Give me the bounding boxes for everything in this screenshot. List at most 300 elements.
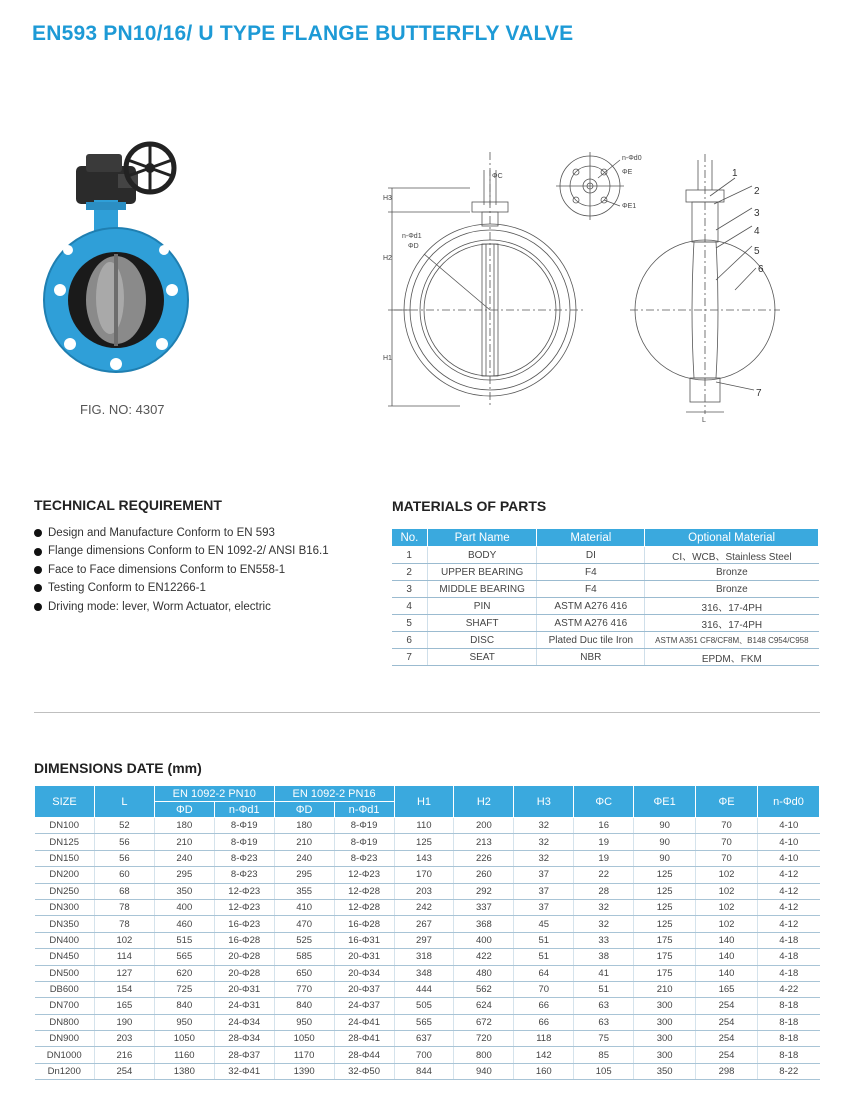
cell-h2: 400 <box>454 932 514 948</box>
col-no: No. <box>392 529 428 547</box>
cell-phi-e1: 90 <box>634 818 696 834</box>
cell-pn10-phi-d: 1380 <box>154 1063 214 1079</box>
cell-phi-c: 38 <box>574 949 634 965</box>
col-l: L <box>94 786 154 818</box>
cell-pn16-n-phi-d1: 20-Φ34 <box>334 965 394 981</box>
dimensions-row <box>35 965 820 981</box>
cell-pn10-phi-d: 565 <box>154 949 214 965</box>
cell-phi-c: 63 <box>574 998 634 1014</box>
cell-size: DN400 <box>35 932 95 948</box>
callout-7: 7 <box>756 388 762 399</box>
cell-pn16-n-phi-d1: 24-Φ41 <box>334 1014 394 1030</box>
cell-pn16-n-phi-d1: 12-Φ28 <box>334 883 394 899</box>
cell-h1: 242 <box>394 899 454 915</box>
cell-size: DN900 <box>35 1031 95 1047</box>
dimensions-row <box>35 998 820 1014</box>
cell-h1: 297 <box>394 932 454 948</box>
cell-h3: 66 <box>514 998 574 1014</box>
label-phi-e1: ΦE1 <box>622 203 637 210</box>
cell-l: 60 <box>94 867 154 883</box>
technical-drawing <box>380 150 800 425</box>
cell-no: 6 <box>392 632 428 649</box>
cell-phi-e1: 125 <box>634 867 696 883</box>
cell-pn10-n-phi-d1: 24-Φ31 <box>214 998 274 1014</box>
cell-pn16-phi-d: 240 <box>274 850 334 866</box>
cell-size: DN200 <box>35 867 95 883</box>
cell-pn16-phi-d: 1050 <box>274 1031 334 1047</box>
cell-pn10-n-phi-d1: 16-Φ28 <box>214 932 274 948</box>
cell-h3: 32 <box>514 834 574 850</box>
materials-table <box>391 528 819 666</box>
cell-h2: 940 <box>454 1063 514 1079</box>
materials-row <box>392 598 819 615</box>
dimensions-row <box>35 916 820 932</box>
cell-l: 127 <box>94 965 154 981</box>
cell-no: 3 <box>392 581 428 598</box>
cell-n-phi-d0: 4-10 <box>757 834 819 850</box>
materials-header-row <box>392 529 819 547</box>
cell-material: ASTM A276 416 <box>537 615 645 632</box>
cell-size: DN125 <box>35 834 95 850</box>
bullet-icon <box>34 603 42 611</box>
cell-h3: 45 <box>514 916 574 932</box>
cell-phi-e1: 175 <box>634 949 696 965</box>
label-n-phi-d1: n-Φd1 <box>402 233 422 240</box>
col-h1: H1 <box>394 786 454 818</box>
callout-4: 4 <box>754 226 760 237</box>
cell-pn10-n-phi-d1: 12-Φ23 <box>214 899 274 915</box>
col-phi-e1: ΦE1 <box>634 786 696 818</box>
dimensions-row <box>35 1014 820 1030</box>
cell-phi-e: 254 <box>696 1031 758 1047</box>
cell-h1: 267 <box>394 916 454 932</box>
cell-pn16-n-phi-d1: 28-Φ41 <box>334 1031 394 1047</box>
cell-pn16-phi-d: 210 <box>274 834 334 850</box>
cell-l: 78 <box>94 899 154 915</box>
cell-part-name: UPPER BEARING <box>427 564 537 581</box>
dimensions-row <box>35 883 820 899</box>
cell-phi-e: 102 <box>696 883 758 899</box>
cell-h3: 32 <box>514 850 574 866</box>
col-n-phi-d0: n-Φd0 <box>757 786 819 818</box>
cell-pn16-phi-d: 355 <box>274 883 334 899</box>
cell-phi-c: 19 <box>574 850 634 866</box>
cell-phi-e1: 210 <box>634 981 696 997</box>
cell-n-phi-d0: 4-22 <box>757 981 819 997</box>
cell-phi-c: 63 <box>574 1014 634 1030</box>
cell-h1: 125 <box>394 834 454 850</box>
cell-pn10-phi-d: 295 <box>154 867 214 883</box>
bullet-icon <box>34 529 42 537</box>
cell-h2: 200 <box>454 818 514 834</box>
cell-part-name: SHAFT <box>427 615 537 632</box>
cell-material: ASTM A276 416 <box>537 598 645 615</box>
cell-pn16-n-phi-d1: 12-Φ23 <box>334 867 394 883</box>
cell-n-phi-d0: 4-18 <box>757 932 819 948</box>
cell-size: DN450 <box>35 949 95 965</box>
label-l: L <box>702 417 706 424</box>
cell-n-phi-d0: 4-12 <box>757 916 819 932</box>
cell-pn16-phi-d: 1170 <box>274 1047 334 1063</box>
cell-h1: 143 <box>394 850 454 866</box>
cell-pn16-n-phi-d1: 24-Φ37 <box>334 998 394 1014</box>
list-item-text: Design and Manufacture Conform to EN 593 <box>48 527 275 539</box>
cell-n-phi-d0: 4-18 <box>757 965 819 981</box>
cell-phi-e1: 125 <box>634 883 696 899</box>
cell-pn10-n-phi-d1: 28-Φ34 <box>214 1031 274 1047</box>
cell-part-name: DISC <box>427 632 537 649</box>
cell-pn10-n-phi-d1: 20-Φ28 <box>214 965 274 981</box>
cell-phi-e: 102 <box>696 867 758 883</box>
cell-size: DB600 <box>35 981 95 997</box>
list-item <box>34 524 329 542</box>
cell-h3: 37 <box>514 883 574 899</box>
cell-pn16-n-phi-d1: 32-Φ50 <box>334 1063 394 1079</box>
cell-part-name: PIN <box>427 598 537 615</box>
cell-pn16-n-phi-d1: 20-Φ37 <box>334 981 394 997</box>
cell-pn16-phi-d: 1390 <box>274 1063 334 1079</box>
cell-phi-e: 70 <box>696 834 758 850</box>
cell-pn16-phi-d: 295 <box>274 867 334 883</box>
col-part-name: Part Name <box>427 529 537 547</box>
dimensions-row <box>35 1047 820 1063</box>
cell-h2: 562 <box>454 981 514 997</box>
cell-phi-c: 33 <box>574 932 634 948</box>
list-item-text: Face to Face dimensions Conform to EN558-1 <box>48 563 286 576</box>
dimensions-row <box>35 834 820 850</box>
cell-h2: 368 <box>454 916 514 932</box>
dimensions-row <box>35 818 820 834</box>
list-item-text: Testing Conform to EN12266-1 <box>48 582 206 595</box>
cell-h1: 844 <box>394 1063 454 1079</box>
cell-l: 68 <box>94 883 154 899</box>
materials-row <box>392 581 819 598</box>
cell-pn16-n-phi-d1: 20-Φ31 <box>334 949 394 965</box>
list-item <box>34 561 329 579</box>
materials-row <box>392 649 819 666</box>
list-item-text: Flange dimensions Conform to EN 1092-2/ ANSI B16.1 <box>48 545 329 558</box>
cell-part-name: MIDDLE BEARING <box>427 581 537 598</box>
materials-row <box>392 632 819 649</box>
cell-optional-material: 316、17-4PH <box>645 615 819 632</box>
cell-h1: 318 <box>394 949 454 965</box>
cell-h2: 226 <box>454 850 514 866</box>
cell-optional-material: ASTM A351 CF8/CF8M、B148 C954/C958 <box>645 632 819 649</box>
cell-l: 165 <box>94 998 154 1014</box>
cell-pn16-phi-d: 585 <box>274 949 334 965</box>
cell-pn10-phi-d: 1160 <box>154 1047 214 1063</box>
label-phi-c: ΦC <box>492 173 503 180</box>
cell-pn10-n-phi-d1: 8-Φ23 <box>214 850 274 866</box>
col-phi-e: ΦE <box>696 786 758 818</box>
cell-h1: 110 <box>394 818 454 834</box>
dimensions-table <box>34 785 820 1080</box>
cell-pn16-phi-d: 525 <box>274 932 334 948</box>
cell-phi-c: 32 <box>574 899 634 915</box>
technical-requirement-heading: TECHNICAL REQUIREMENT <box>34 497 222 513</box>
dimensions-row <box>35 949 820 965</box>
cell-no: 1 <box>392 547 428 564</box>
cell-phi-e1: 300 <box>634 998 696 1014</box>
bullet-icon <box>34 584 42 592</box>
callout-5: 5 <box>754 246 760 257</box>
cell-pn10-n-phi-d1: 20-Φ31 <box>214 981 274 997</box>
cell-pn16-n-phi-d1: 8-Φ19 <box>334 818 394 834</box>
col-pn16-n-phi-d1: n-Φd1 <box>334 802 394 818</box>
cell-pn10-phi-d: 400 <box>154 899 214 915</box>
cell-pn10-phi-d: 350 <box>154 883 214 899</box>
cell-phi-e: 70 <box>696 850 758 866</box>
cell-size: DN100 <box>35 818 95 834</box>
materials-row <box>392 564 819 581</box>
cell-phi-e: 165 <box>696 981 758 997</box>
cell-phi-e1: 300 <box>634 1031 696 1047</box>
cell-pn10-phi-d: 950 <box>154 1014 214 1030</box>
dimensions-row <box>35 1031 820 1047</box>
cell-pn16-n-phi-d1: 16-Φ31 <box>334 932 394 948</box>
cell-l: 78 <box>94 916 154 932</box>
cell-phi-e1: 90 <box>634 834 696 850</box>
cell-no: 4 <box>392 598 428 615</box>
dimensions-row <box>35 932 820 948</box>
cell-no: 7 <box>392 649 428 666</box>
cell-n-phi-d0: 8-18 <box>757 1047 819 1063</box>
cell-h1: 203 <box>394 883 454 899</box>
cell-size: DN250 <box>35 883 95 899</box>
cell-material: F4 <box>537 564 645 581</box>
valve-photo <box>38 130 208 400</box>
cell-pn16-phi-d: 410 <box>274 899 334 915</box>
col-pn10-n-phi-d1: n-Φd1 <box>214 802 274 818</box>
cell-size: DN300 <box>35 899 95 915</box>
cell-pn10-n-phi-d1: 8-Φ23 <box>214 867 274 883</box>
cell-pn16-n-phi-d1: 12-Φ28 <box>334 899 394 915</box>
list-item <box>34 598 329 616</box>
col-phi-c: ΦC <box>574 786 634 818</box>
cell-h2: 672 <box>454 1014 514 1030</box>
cell-h1: 348 <box>394 965 454 981</box>
cell-optional-material: Bronze <box>645 581 819 598</box>
cell-pn10-phi-d: 515 <box>154 932 214 948</box>
cell-h3: 160 <box>514 1063 574 1079</box>
dimensions-heading: DIMENSIONS DATE (mm) <box>34 760 202 776</box>
cell-phi-e: 102 <box>696 899 758 915</box>
dimensions-header-row-1 <box>35 786 820 802</box>
dimensions-row <box>35 867 820 883</box>
list-item <box>34 579 329 597</box>
cell-phi-e1: 300 <box>634 1014 696 1030</box>
cell-phi-c: 22 <box>574 867 634 883</box>
top-flange-view <box>556 152 624 220</box>
callout-2: 2 <box>754 186 760 197</box>
cell-phi-c: 85 <box>574 1047 634 1063</box>
col-pn16-phi-d: ΦD <box>274 802 334 818</box>
bullet-icon <box>34 566 42 574</box>
cell-phi-c: 51 <box>574 981 634 997</box>
cell-phi-c: 41 <box>574 965 634 981</box>
cell-l: 216 <box>94 1047 154 1063</box>
cell-material: NBR <box>537 649 645 666</box>
cell-phi-e: 140 <box>696 965 758 981</box>
label-h3: H3 <box>383 195 392 202</box>
cell-phi-c: 32 <box>574 916 634 932</box>
col-h3: H3 <box>514 786 574 818</box>
cell-phi-c: 19 <box>574 834 634 850</box>
cell-phi-c: 105 <box>574 1063 634 1079</box>
cell-pn10-phi-d: 620 <box>154 965 214 981</box>
cell-material: Plated Duc tile Iron <box>537 632 645 649</box>
cell-size: DN800 <box>35 1014 95 1030</box>
cell-h3: 118 <box>514 1031 574 1047</box>
valve-body <box>44 228 188 372</box>
cell-h1: 565 <box>394 1014 454 1030</box>
cell-pn10-phi-d: 725 <box>154 981 214 997</box>
cell-pn10-phi-d: 240 <box>154 850 214 866</box>
front-view <box>388 152 586 406</box>
cell-material: DI <box>537 547 645 564</box>
cell-h1: 444 <box>394 981 454 997</box>
cell-pn10-n-phi-d1: 32-Φ41 <box>214 1063 274 1079</box>
cell-phi-e: 298 <box>696 1063 758 1079</box>
cell-h2: 624 <box>454 998 514 1014</box>
cell-no: 2 <box>392 564 428 581</box>
cell-n-phi-d0: 4-12 <box>757 867 819 883</box>
cell-size: DN500 <box>35 965 95 981</box>
cell-h2: 720 <box>454 1031 514 1047</box>
cell-pn10-phi-d: 460 <box>154 916 214 932</box>
label-phi-d: ΦD <box>408 243 419 250</box>
callout-3: 3 <box>754 208 760 219</box>
cell-h2: 422 <box>454 949 514 965</box>
col-material: Material <box>537 529 645 547</box>
cell-pn10-phi-d: 1050 <box>154 1031 214 1047</box>
cell-phi-e: 102 <box>696 916 758 932</box>
cell-size: DN350 <box>35 916 95 932</box>
cell-h3: 142 <box>514 1047 574 1063</box>
group-pn16: EN 1092-2 PN16 <box>274 786 394 802</box>
cell-h2: 800 <box>454 1047 514 1063</box>
cell-h1: 170 <box>394 867 454 883</box>
cell-n-phi-d0: 4-18 <box>757 949 819 965</box>
cell-pn10-n-phi-d1: 8-Φ19 <box>214 834 274 850</box>
cell-phi-e: 254 <box>696 998 758 1014</box>
cell-pn16-phi-d: 470 <box>274 916 334 932</box>
label-h2: H2 <box>383 255 392 262</box>
cell-phi-e: 70 <box>696 818 758 834</box>
cell-pn16-n-phi-d1: 28-Φ44 <box>334 1047 394 1063</box>
cell-phi-e1: 175 <box>634 932 696 948</box>
cell-phi-e1: 125 <box>634 916 696 932</box>
figure-caption: FIG. NO: 4307 <box>80 402 165 417</box>
cell-l: 56 <box>94 850 154 866</box>
cell-h2: 292 <box>454 883 514 899</box>
list-item <box>34 542 329 560</box>
cell-pn10-n-phi-d1: 12-Φ23 <box>214 883 274 899</box>
cell-phi-e: 254 <box>696 1014 758 1030</box>
cell-phi-e1: 90 <box>634 850 696 866</box>
cell-no: 5 <box>392 615 428 632</box>
cell-pn10-phi-d: 210 <box>154 834 214 850</box>
cell-pn10-phi-d: 840 <box>154 998 214 1014</box>
bullet-icon <box>34 548 42 556</box>
col-size: SIZE <box>35 786 95 818</box>
cell-n-phi-d0: 4-12 <box>757 883 819 899</box>
col-h2: H2 <box>454 786 514 818</box>
cell-phi-c: 75 <box>574 1031 634 1047</box>
cell-optional-material: CI、WCB、Stainless Steel <box>645 547 819 564</box>
cell-h2: 213 <box>454 834 514 850</box>
col-pn10-phi-d: ΦD <box>154 802 214 818</box>
cell-n-phi-d0: 4-12 <box>757 899 819 915</box>
cell-pn16-phi-d: 950 <box>274 1014 334 1030</box>
cell-l: 114 <box>94 949 154 965</box>
cell-h3: 51 <box>514 949 574 965</box>
cell-phi-e1: 350 <box>634 1063 696 1079</box>
cell-pn16-phi-d: 840 <box>274 998 334 1014</box>
callout-6: 6 <box>758 264 764 275</box>
dimensions-row <box>35 1063 820 1079</box>
cell-size: DN150 <box>35 850 95 866</box>
cell-pn10-n-phi-d1: 28-Φ37 <box>214 1047 274 1063</box>
cell-l: 154 <box>94 981 154 997</box>
cell-phi-e1: 175 <box>634 965 696 981</box>
cell-n-phi-d0: 4-10 <box>757 850 819 866</box>
callout-1: 1 <box>732 168 738 179</box>
cell-h3: 37 <box>514 867 574 883</box>
cell-pn16-n-phi-d1: 16-Φ28 <box>334 916 394 932</box>
cell-size: DN1000 <box>35 1047 95 1063</box>
cell-l: 52 <box>94 818 154 834</box>
cell-l: 102 <box>94 932 154 948</box>
cell-phi-e: 140 <box>696 949 758 965</box>
cell-pn10-n-phi-d1: 16-Φ23 <box>214 916 274 932</box>
cell-optional-material: EPDM、FKM <box>645 649 819 666</box>
dimensions-row <box>35 981 820 997</box>
cell-h3: 32 <box>514 818 574 834</box>
cell-phi-e: 140 <box>696 932 758 948</box>
cell-h2: 480 <box>454 965 514 981</box>
cell-pn10-n-phi-d1: 24-Φ34 <box>214 1014 274 1030</box>
label-h1: H1 <box>383 355 392 362</box>
cell-part-name: SEAT <box>427 649 537 666</box>
cell-pn10-n-phi-d1: 8-Φ19 <box>214 818 274 834</box>
cell-n-phi-d0: 4-10 <box>757 818 819 834</box>
cell-h1: 700 <box>394 1047 454 1063</box>
col-optional-material: Optional Material <box>645 529 819 547</box>
cell-l: 56 <box>94 834 154 850</box>
cell-phi-c: 16 <box>574 818 634 834</box>
technical-requirement-list <box>34 524 329 616</box>
section-divider <box>34 712 820 713</box>
cell-phi-e1: 300 <box>634 1047 696 1063</box>
cell-l: 190 <box>94 1014 154 1030</box>
cell-h3: 37 <box>514 899 574 915</box>
cell-n-phi-d0: 8-18 <box>757 1014 819 1030</box>
label-n-phi-d0: n-Φd0 <box>622 155 642 162</box>
page-title: EN593 PN10/16/ U TYPE FLANGE BUTTERFLY VALVE <box>32 22 574 45</box>
cell-pn16-phi-d: 650 <box>274 965 334 981</box>
list-item-text: Driving mode: lever, Worm Actuator, electric <box>48 600 271 613</box>
cell-part-name: BODY <box>427 547 537 564</box>
cell-size: Dn1200 <box>35 1063 95 1079</box>
label-phi-e: ΦE <box>622 169 633 176</box>
cell-material: F4 <box>537 581 645 598</box>
dimensions-row <box>35 850 820 866</box>
cell-h2: 260 <box>454 867 514 883</box>
cell-l: 254 <box>94 1063 154 1079</box>
cell-pn16-n-phi-d1: 8-Φ19 <box>334 834 394 850</box>
cell-n-phi-d0: 8-18 <box>757 998 819 1014</box>
